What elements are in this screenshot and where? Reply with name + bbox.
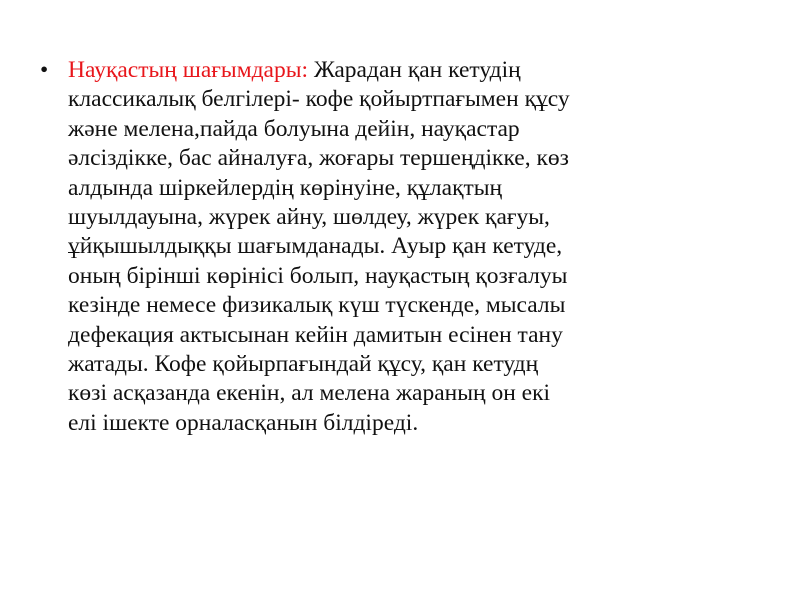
paragraph-line-4: әлсіздікке, бас айналуға, жоғары тершеңдікке, көз (68, 145, 569, 172)
paragraph-text: Жарадан қан кетудің (308, 57, 521, 83)
paragraph-line-6: шуылдауына, жүрек айну, шөлдеу, жүрек қағуы, (68, 204, 550, 231)
paragraph-line-8: оның бірінші көрінісі болып, науқастың қозғалуы (68, 262, 568, 289)
bullet-icon: • (40, 57, 49, 83)
paragraph-line-13: елі ішекте орналасқанын білдіреді. (68, 409, 419, 436)
paragraph-line-12: көзі асқазанда екенін, ал мелена жараның он екі (68, 380, 551, 407)
paragraph-line-7: ұйқышылдыққы шағымданады. Ауыр қан кетуде, (68, 233, 563, 260)
paragraph-line-1 (68, 56, 730, 85)
paragraph-line-3: және мелена,пайда болуына дейін, науқастар (68, 115, 520, 142)
paragraph-line-11: жатады. Кофе қойырпағындай құсу, қан кетудң (68, 351, 539, 378)
paragraph-line-5: алдында шіркейлердің көрінуіне, құлақтың (68, 174, 503, 201)
bullet-item (40, 56, 730, 438)
paragraph-line-10: дефекация актысынан кейін дамитын есінен тану (68, 321, 563, 348)
slide-body (40, 56, 730, 438)
paragraph-line-9: кезінде немесе физикалық күш түскенде, мысалы (68, 292, 566, 319)
paragraph-line-2: классикалық белгілері- кофе қойыртпағымен құсу (68, 86, 570, 113)
complaints-lead-label: Науқастың шағымдары: (68, 57, 309, 83)
